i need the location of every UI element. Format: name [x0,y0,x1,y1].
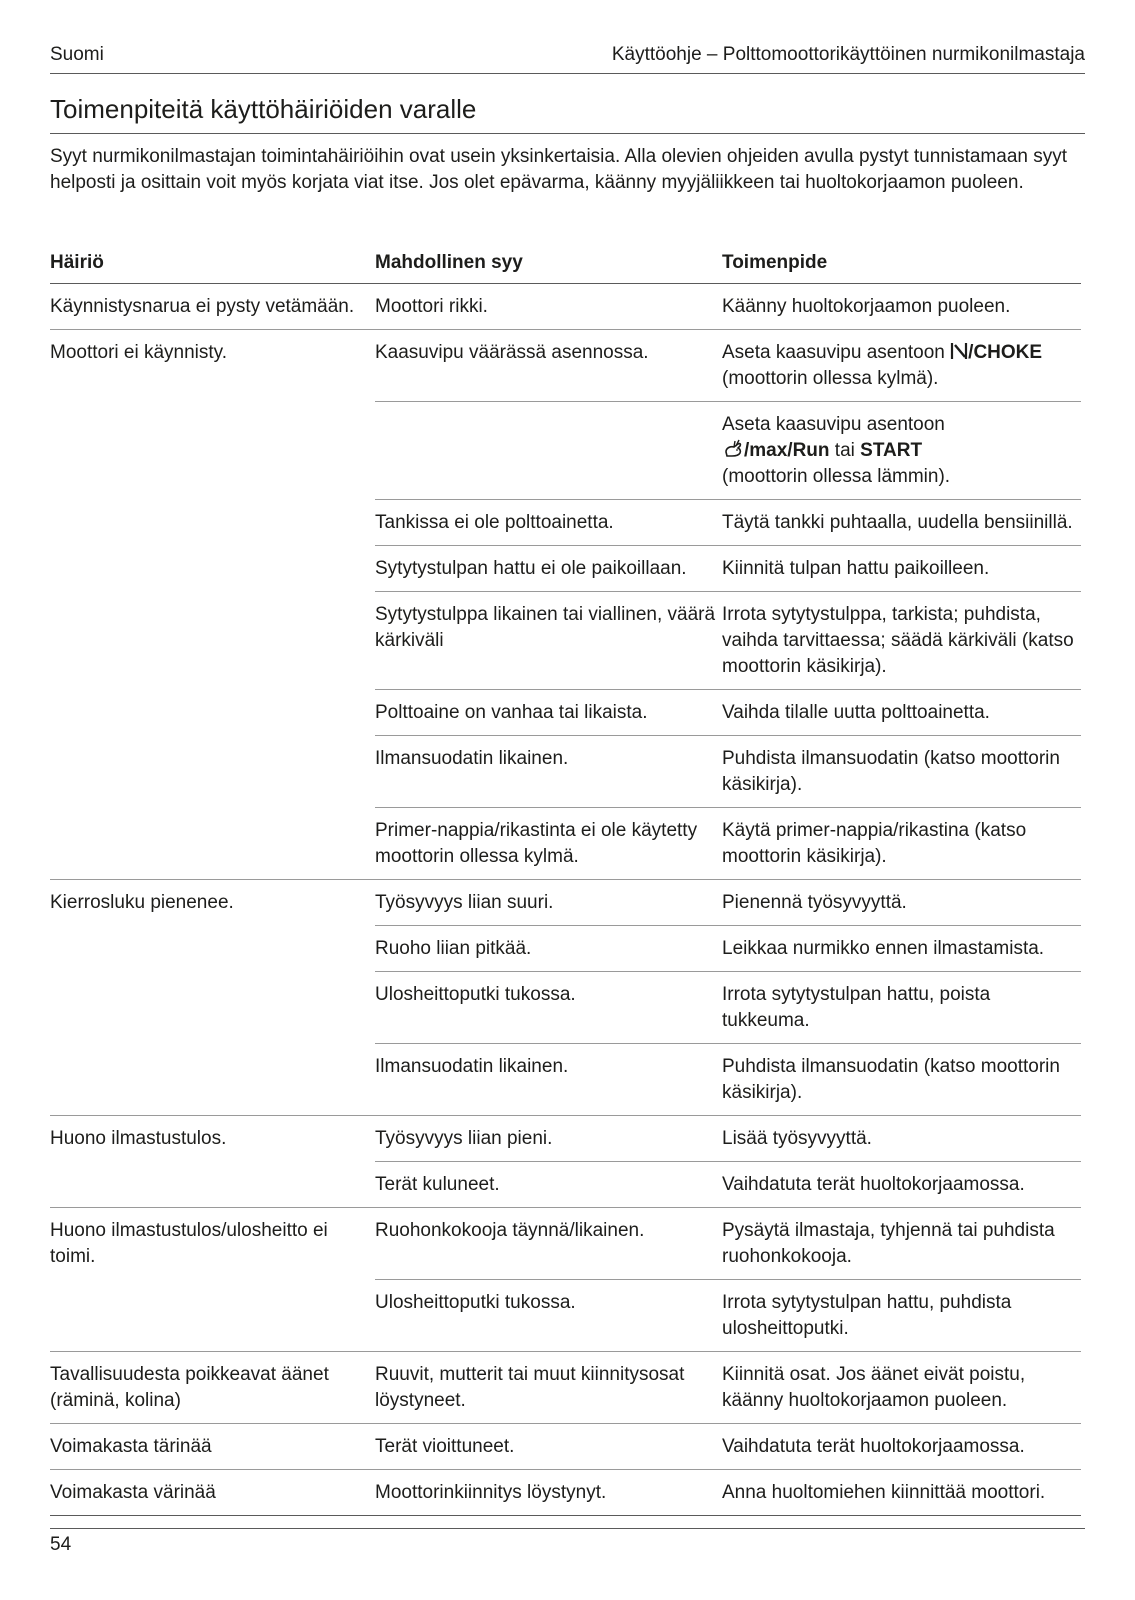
fault-cell: Huono ilmastustulos. [50,1128,227,1149]
remedy-note: (moottorin ollessa kylmä). [722,368,939,389]
remedy-cell: Irrota sytytystulpan hattu, poista tukkeuma. [722,972,1081,1044]
table-row [50,926,1081,972]
table-row [50,690,1081,736]
fault-cell-empty [50,546,375,592]
table-row [50,1116,1081,1162]
table-row [50,500,1081,546]
remedy-cell: Puhdista ilmansuodatin (katso moottorin käsikirja). [722,1044,1081,1116]
remedy-cell: Kiinnitä osat. Jos äänet eivät poistu, käänny huoltokorjaamon puoleen. [722,1352,1081,1424]
cause-cell: Tankissa ei ole polttoainetta. [375,500,722,546]
cause-cell: Sytytystulpan hattu ei ole paikoillaan. [375,546,722,592]
table-row [50,284,1081,330]
remedy-cell: Vaihdatuta terät huoltokorjaamossa. [722,1424,1081,1470]
table-row [50,1280,1081,1352]
cause-cell: Ulosheittoputki tukossa. [375,972,722,1044]
fault-cell-empty [50,500,375,546]
table-row [50,1208,1081,1280]
cause-cell: Kaasuvipu väärässä asennossa. [375,330,722,402]
remedy-cell: Irrota sytytystulpan hattu, puhdista ulosheittoputki. [722,1280,1081,1352]
fault-cell-empty [50,1280,375,1352]
cause-cell: Sytytystulppa likainen tai viallinen, väärä kärkiväli [375,592,722,690]
table-row [50,402,1081,500]
fault-cell-empty [50,736,375,808]
remedy-text: Aseta kaasuvipu asentoon [722,414,945,435]
choke-icon [950,341,968,361]
remedy-cell: Vaihdatuta terät huoltokorjaamossa. [722,1162,1081,1208]
column-header-remedy: Toimenpide [722,250,1081,284]
remedy-cell: Kiinnitä tulpan hattu paikoilleen. [722,546,1081,592]
max-run-label: /max/Run [744,440,830,461]
table-row [50,1470,1081,1516]
table-header-row [50,250,1081,284]
troubleshooting-table [50,250,1081,1516]
cause-cell: Ulosheittoputki tukossa. [375,1280,722,1352]
header-language: Suomi [50,44,104,65]
choke-label: /CHOKE [968,342,1043,363]
remedy-cell: Lisää työsyvyyttä. [722,1116,1081,1162]
fault-cell-empty [50,1162,375,1208]
remedy-cell [722,402,1081,500]
table-row [50,808,1081,880]
cause-cell: Terät vioittuneet. [375,1424,722,1470]
remedy-cell: Käytä primer-nappia/rikastina (katso moottorin käsikirja). [722,808,1081,880]
remedy-cell: Vaihda tilalle uutta polttoainetta. [722,690,1081,736]
fault-cell-empty [50,972,375,1044]
table-row [50,1162,1081,1208]
cause-cell: Polttoaine on vanhaa tai likaista. [375,690,722,736]
cause-cell: Terät kuluneet. [375,1162,722,1208]
section-title: Toimenpiteitä käyttöhäiriöiden varalle [50,94,477,124]
table-row [50,972,1081,1044]
remedy-cell: Puhdista ilmansuodatin (katso moottorin käsikirja). [722,736,1081,808]
page-number: 54 [50,1534,72,1555]
fault-cell-empty [50,1044,375,1116]
remedy-cell [722,330,1081,402]
remedy-cell: Leikkaa nurmikko ennen ilmastamista. [722,926,1081,972]
table-row [50,1044,1081,1116]
table-row [50,880,1081,926]
rabbit-icon [722,439,744,459]
remedy-cell: Täytä tankki puhtaalla, uudella bensiinillä. [722,500,1081,546]
header-manual-title: Käyttöohje – Polttomoottorikäyttöinen nurmikonilmastaja [611,44,1085,65]
table-row [50,1352,1081,1424]
cause-cell: Moottorinkiinnitys löystynyt. [375,1470,722,1516]
cause-cell: Työsyvyys liian suuri. [375,880,722,926]
fault-cell-empty [50,402,375,500]
column-header-cause: Mahdollinen syy [375,250,722,284]
table-row [50,1424,1081,1470]
footer-divider [50,1528,1085,1529]
table-row [50,736,1081,808]
table-row [50,546,1081,592]
table-row [50,592,1081,690]
fault-cell-empty [50,690,375,736]
cause-cell-empty [375,402,722,500]
header-divider [50,73,1085,74]
remedy-cell: Käänny huoltokorjaamon puoleen. [722,284,1081,330]
title-divider [50,133,1085,134]
start-label: START [860,440,923,461]
fault-cell-empty [50,926,375,972]
remedy-cell: Pienennä työsyvyyttä. [722,880,1081,926]
cause-cell: Ilmansuodatin likainen. [375,1044,722,1116]
cause-cell: Primer-nappia/rikastinta ei ole käytetty moottorin ollessa kylmä. [375,808,722,880]
cause-cell: Moottori rikki. [375,284,722,330]
remedy-cell: Pysäytä ilmastaja, tyhjennä tai puhdista ruohonkokooja. [722,1208,1081,1280]
fault-cell: Tavallisuudesta poikkeavat äänet (räminä, kolina) [50,1352,375,1424]
remedy-cell: Anna huoltomiehen kiinnittää moottori. [722,1470,1081,1516]
fault-cell: Kierrosluku pienenee. [50,892,234,913]
fault-cell: Voimakasta värinää [50,1470,375,1516]
cause-cell: Työsyvyys liian pieni. [375,1116,722,1162]
remedy-connector: tai [829,440,861,461]
cause-cell: Ilmansuodatin likainen. [375,736,722,808]
cause-cell: Ruoho liian pitkää. [375,926,722,972]
remedy-text: Aseta kaasuvipu asentoon [722,342,951,363]
fault-cell: Moottori ei käynnisty. [50,342,228,363]
remedy-note: (moottorin ollessa lämmin). [722,466,951,487]
intro-paragraph: Syyt nurmikonilmastajan toimintahäiriöihin ovat usein yksinkertaisia. Alla olevien ohjeiden avulla pystyt tunnistamaan syyt helposti ja osittain voit myös korjata viat itse. Jos olet epävarma, käänny myyjäliikkeen tai huoltokorjaamon puoleen. [50,146,1068,193]
column-header-fault: Häiriö [50,250,375,284]
fault-cell-empty [50,592,375,690]
fault-cell: Huono ilmastustulos/ulosheitto ei toimi. [50,1220,328,1267]
fault-cell: Voimakasta tärinää [50,1424,375,1470]
fault-cell-empty [50,808,375,880]
fault-cell: Käynnistysnarua ei pysty vetämään. [50,284,375,330]
cause-cell: Ruohonkokooja täynnä/likainen. [375,1208,722,1280]
remedy-cell: Irrota sytytystulppa, tarkista; puhdista, vaihda tarvittaessa; säädä kärkiväli (katso moottorin käsikirja). [722,592,1081,690]
table-row [50,330,1081,402]
cause-cell: Ruuvit, mutterit tai muut kiinnitysosat löystyneet. [375,1352,722,1424]
